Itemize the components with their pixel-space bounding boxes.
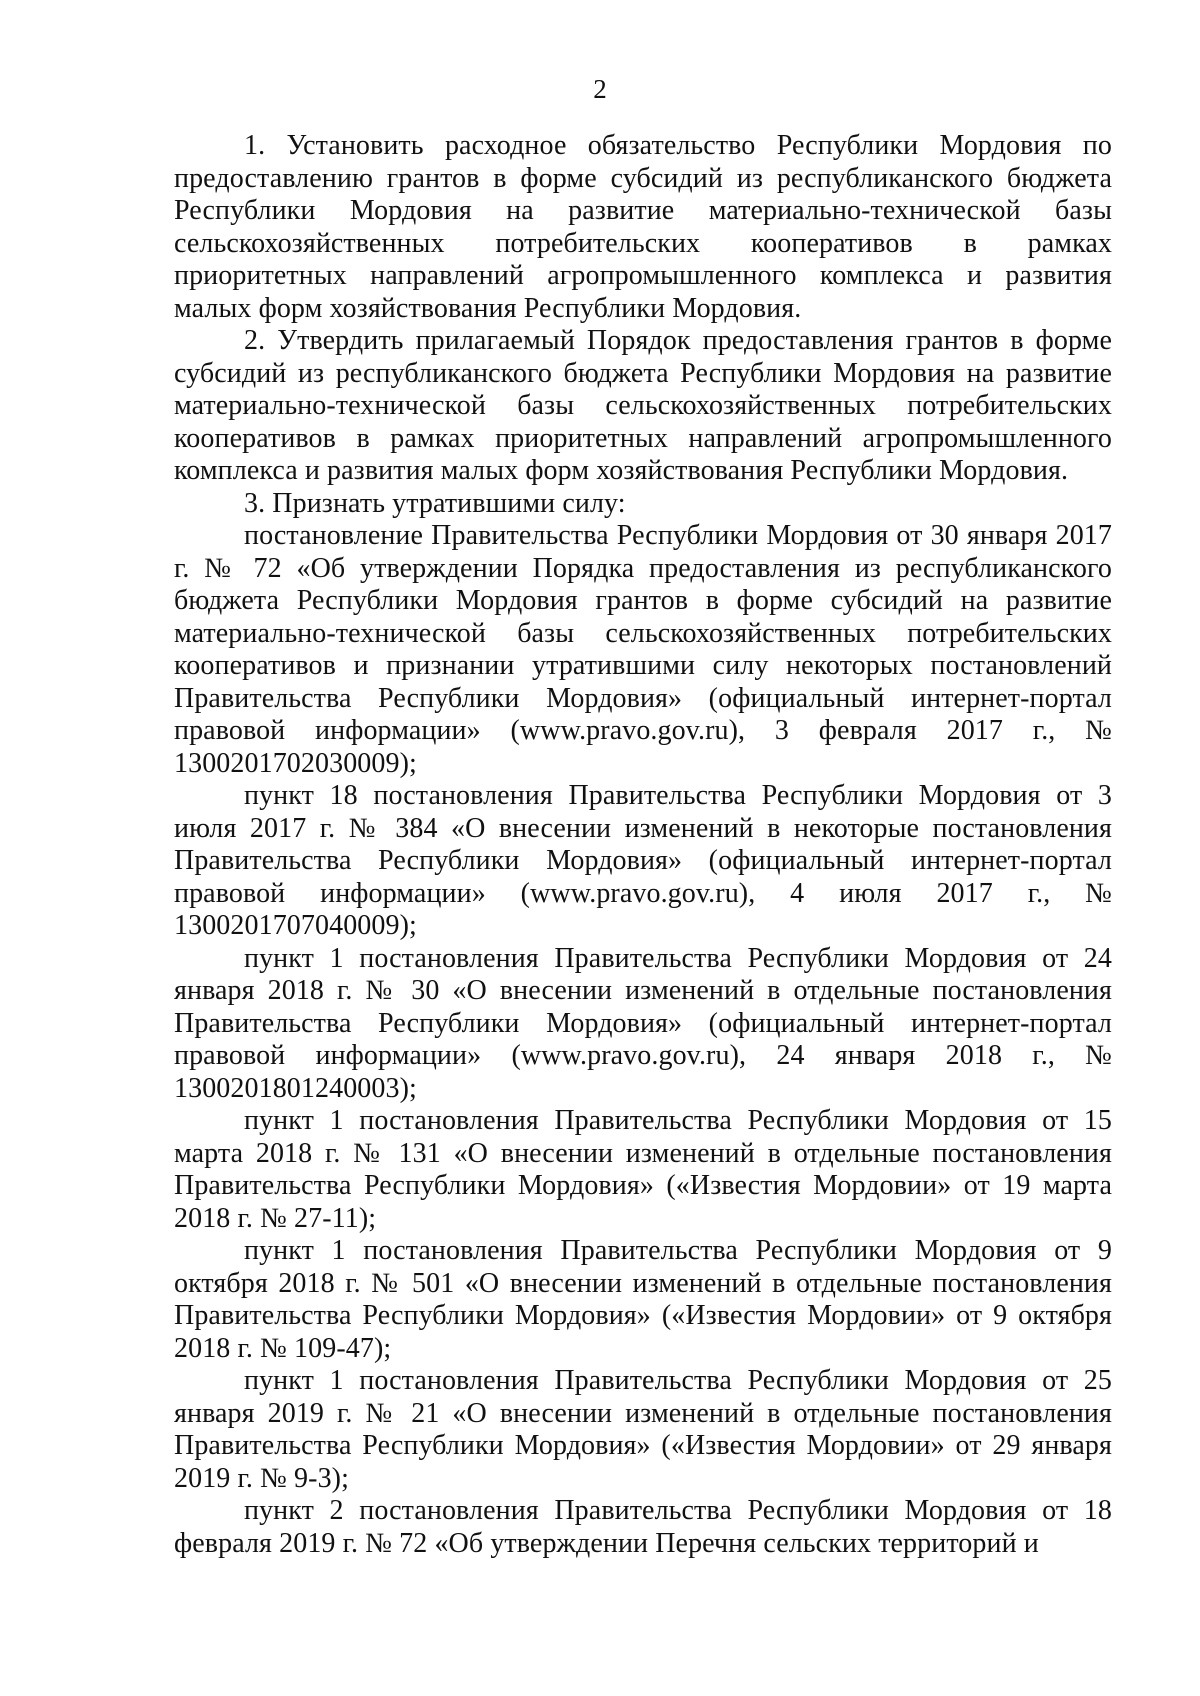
paragraph-5: пункт 18 постановления Правительства Республики Мордовия от 3 июля 2017 г. № 384 «О внесении изменений в некоторые постановления Правительства Республики Мордовия» (официальный интернет-портал правовой информации» (www.pravo.gov.ru), 4 июля 2017 г., № 1300201707040009); xyxy=(174,780,1112,941)
paragraph-1: 1. Установить расходное обязательство Республики Мордовия по предоставлению грантов в форме субсидий из республиканского бюджета Республики Мордовия на развитие материально-технической базы сельскохозяйственных потребительских кооперативов в рамках приоритетных направлений агропромышленного комплекса и развития малых форм хозяйствования Республики Мордовия. xyxy=(174,130,1112,324)
document-body xyxy=(174,130,1112,1560)
paragraph-3: 3. Признать утратившими силу: xyxy=(244,487,626,519)
paragraph-7: пункт 1 постановления Правительства Республики Мордовия от 15 марта 2018 г. № 131 «О внесении изменений в отдельные постановления Правительства Республики Мордовия» («Известия Мордовии» от 19 марта 2018 г. № 27-11); xyxy=(174,1105,1112,1234)
paragraph-2: 2. Утвердить прилагаемый Порядок предоставления грантов в форме субсидий из республиканского бюджета Республики Мордовия на развитие материально-технической базы сельскохозяйственных потребительских кооперативов в рамках приоритетных направлений агропромышленного комплекса и развития малых форм хозяйствования Республики Мордовия. xyxy=(174,325,1112,486)
paragraph-4: постановление Правительства Республики Мордовия от 30 января 2017 г. № 72 «Об утверждении Порядка предоставления из республиканского бюджета Республики Мордовия грантов в форме субсидий на развитие материально-технической базы сельскохозяйственных потребительских кооперативов и признании утратившими силу некоторых постановлений Правительства Республики Мордовия» (официальный интернет-портал правовой информации» (www.pravo.gov.ru), 3 февраля 2017 г., № 1300201702030009); xyxy=(174,520,1112,779)
paragraph-8: пункт 1 постановления Правительства Республики Мордовия от 9 октября 2018 г. № 501 «О внесении изменений в отдельные постановления Правительства Республики Мордовия» («Известия Мордовии» от 9 октября 2018 г. № 109-47); xyxy=(174,1235,1112,1364)
paragraph-6: пункт 1 постановления Правительства Республики Мордовия от 24 января 2018 г. № 30 «О внесении изменений в отдельные постановления Правительства Республики Мордовия» (официальный интернет-портал правовой информации» (www.pravo.gov.ru), 24 января 2018 г., № 1300201801240003); xyxy=(174,942,1112,1104)
page-number: 2 xyxy=(593,74,607,104)
paragraph-9: пункт 1 постановления Правительства Республики Мордовия от 25 января 2019 г. № 21 «О внесении изменений в отдельные постановления Правительства Республики Мордовия» («Известия Мордовии» от 29 января 2019 г. № 9-3); xyxy=(174,1365,1112,1494)
paragraph-10: пункт 2 постановления Правительства Республики Мордовия от 18 февраля 2019 г. № 72 «Об утверждении Перечня сельских территорий и xyxy=(174,1495,1112,1559)
